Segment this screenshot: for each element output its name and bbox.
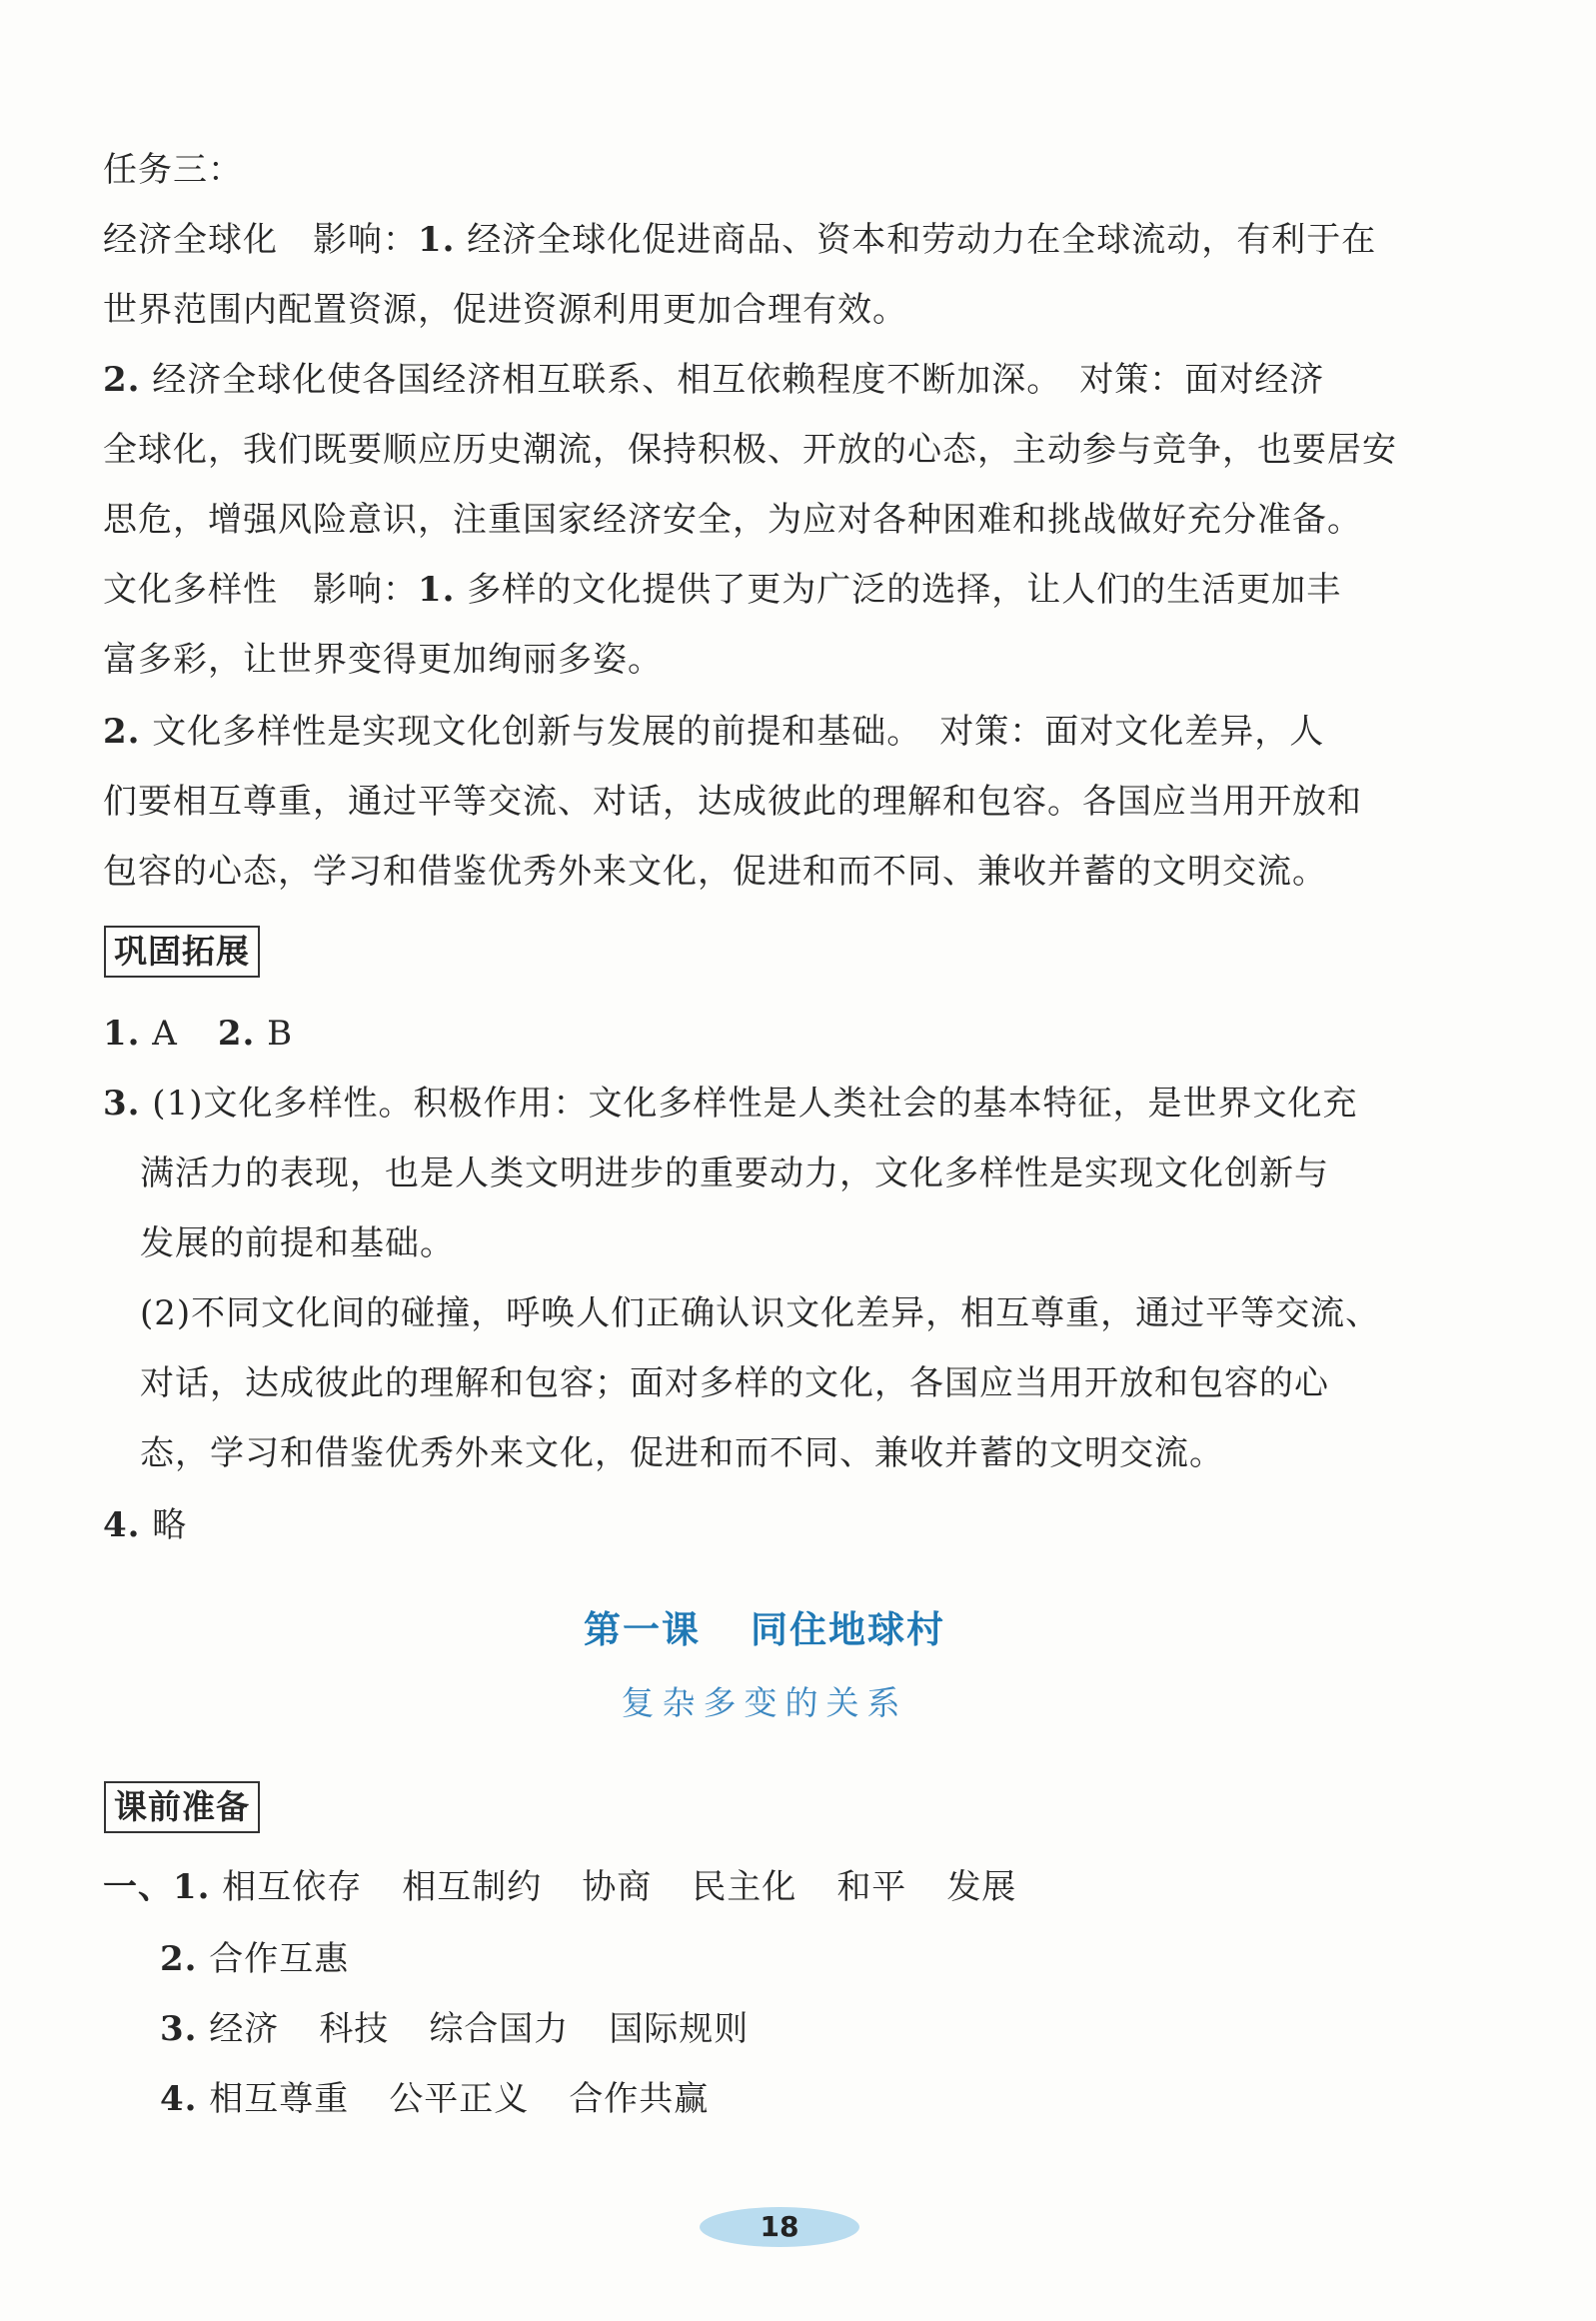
answer-line: 发展的前提和基础。 [140,1223,455,1263]
paragraph-line: 2. 经济全球化使各国经济相互联系、相互依赖程度不断加深。 对策：面对经济 [103,360,1325,400]
answer-line: 1. A 2. B [103,1014,294,1054]
answer-line: 3. (1)文化多样性。积极作用：文化多样性是人类社会的基本特征，是世界文化充 [103,1084,1358,1124]
chapter-subtitle: 复杂多变的关系 [621,1683,908,1722]
section-title-consolidate: 巩固拓展 [104,926,260,978]
paragraph-line: 富多彩，让世界变得更加绚丽多姿。 [103,640,663,680]
paragraph-line: 2. 文化多样性是实现文化创新与发展的前提和基础。 对策：面对文化差异，人 [103,712,1325,752]
answer-line: 满活力的表现，也是人类文明进步的重要动力，文化多样性是实现文化创新与 [140,1154,1329,1193]
paragraph-line: 经济全球化 影响：1. 经济全球化促进商品、资本和劳动力在全球流动，有利于在 [103,220,1377,260]
paragraph-line: 全球化，我们既要顺应历史潮流，保持积极、开放的心态，主动参与竞争，也要居安 [103,430,1397,470]
section-title-prep: 课前准备 [104,1781,260,1833]
prep-line: 3. 经济 科技 综合国力 国际规则 [160,2009,750,2049]
answer-line: 对话，达成彼此的理解和包容；面对多样的文化，各国应当用开放和包容的心 [140,1363,1329,1403]
task3-heading: 任务三： [103,150,243,190]
answer-line: 4. 略 [103,1505,188,1545]
page-number: 18 [700,2207,859,2247]
prep-line: 4. 相互尊重 公平正义 合作共赢 [160,2079,710,2119]
paragraph-line: 包容的心态，学习和借鉴优秀外来文化，促进和而不同、兼收并蓄的文明交流。 [103,852,1327,892]
paragraph-line: 世界范围内配置资源，促进资源利用更加合理有效。 [103,290,907,330]
paragraph-line: 们要相互尊重，通过平等交流、对话，达成彼此的理解和包容。各国应当用开放和 [103,782,1362,822]
prep-line: 2. 合作互惠 [160,1939,350,1979]
chapter-title: 第一课 同住地球村 [584,1608,945,1651]
prep-line: 一、1. 相互依存 相互制约 协商 民主化 和平 发展 [103,1867,1017,1907]
answer-line: 态，学习和借鉴优秀外来文化，促进和而不同、兼收并蓄的文明交流。 [140,1433,1224,1473]
paragraph-line: 文化多样性 影响：1. 多样的文化提供了更为广泛的选择，让人们的生活更加丰 [103,570,1342,610]
answer-line: (2)不同文化间的碰撞，呼唤人们正确认识文化差异，相互尊重，通过平等交流、 [140,1293,1381,1333]
paragraph-line: 思危，增强风险意识，注重国家经济安全，为应对各种困难和挑战做好充分准备。 [103,500,1362,540]
